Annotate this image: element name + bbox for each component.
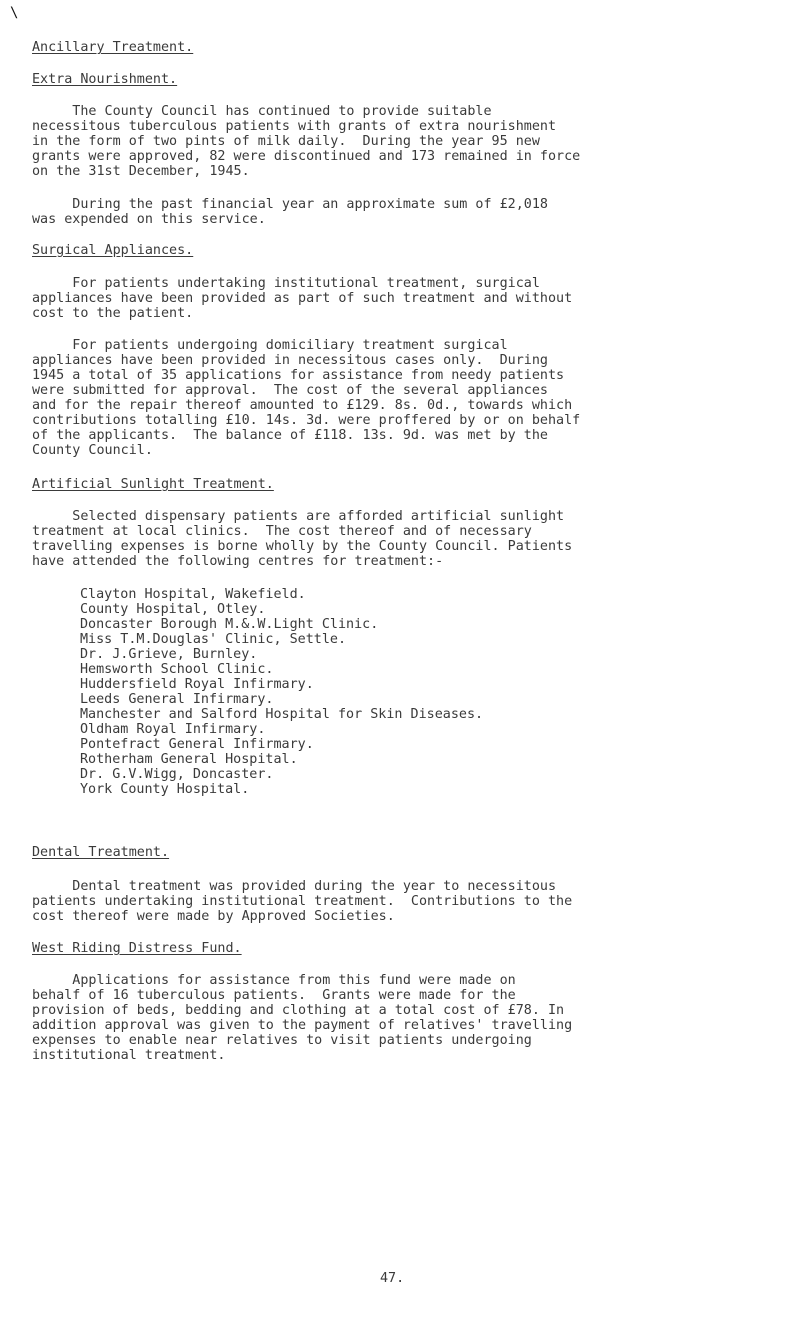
list-item: Oldham Royal Infirmary. [80, 722, 266, 737]
paragraph-surgical-appliances-1 [32, 276, 792, 321]
text-line: For patients undertaking institutional treatment, surgical [32, 276, 540, 291]
paragraph-dental-treatment [32, 879, 792, 924]
text-line: of the applicants. The balance of £118. 13s. 9d. was met by the [32, 428, 548, 443]
list-item: Rotherham General Hospital. [80, 752, 298, 767]
list-item: Dr. J.Grieve, Burnley. [80, 647, 258, 662]
text-line: have attended the following centres for treatment:- [32, 554, 444, 569]
text-line: patients undertaking institutional treatment. Contributions to the [32, 894, 573, 909]
text-line: For patients undergoing domiciliary treatment surgical [32, 338, 508, 353]
list-item: Miss T.M.Douglas' Clinic, Settle. [80, 632, 347, 647]
list-item: Doncaster Borough M.&.W.Light Clinic. [80, 617, 379, 632]
text-line: travelling expenses is borne wholly by the County Council. Patients [32, 539, 573, 554]
text-line: The County Council has continued to provide suitable [32, 104, 492, 119]
list-item: Leeds General Infirmary. [80, 692, 274, 707]
list-item: Manchester and Salford Hospital for Skin Diseases. [80, 707, 484, 722]
heading-artificial-sunlight: Artificial Sunlight Treatment. [32, 477, 274, 492]
list-item: Hemsworth School Clinic. [80, 662, 274, 677]
list-item: Dr. G.V.Wigg, Doncaster. [80, 767, 274, 782]
text-line: contributions totalling £10. 14s. 3d. were proffered by or on behalf [32, 413, 581, 428]
text-line: provision of beds, bedding and clothing at a total cost of £78. In [32, 1003, 565, 1018]
text-line: appliances have been provided in necessitous cases only. During [32, 353, 548, 368]
heading-extra-nourishment: Extra Nourishment. [32, 72, 178, 87]
text-line: necessitous tuberculous patients with grants of extra nourishment [32, 119, 557, 134]
heading-ancillary-treatment: Ancillary Treatment. [32, 40, 194, 55]
text-line: behalf of 16 tuberculous patients. Grants were made for the [32, 988, 516, 1003]
margin-mark: \ [10, 5, 19, 21]
paragraph-artificial-sunlight [32, 509, 792, 569]
text-line: During the past financial year an approximate sum of £2,018 [32, 197, 548, 212]
text-line: 1945 a total of 35 applications for assistance from needy patients [32, 368, 565, 383]
list-item: Pontefract General Infirmary. [80, 737, 314, 752]
paragraph-extra-nourishment-1 [32, 104, 792, 179]
paragraph-west-riding-distress-fund [32, 973, 792, 1063]
text-line: addition approval was given to the payment of relatives' travelling [32, 1018, 573, 1033]
text-line: Applications for assistance from this fund were made on [32, 973, 516, 988]
text-line: were submitted for approval. The cost of the several appliances [32, 383, 548, 398]
page-number: 47. [380, 1271, 405, 1286]
text-line: grants were approved, 82 were discontinued and 173 remained in force [32, 149, 581, 164]
text-line: Dental treatment was provided during the year to necessitous [32, 879, 557, 894]
paragraph-extra-nourishment-2 [32, 197, 792, 227]
list-item: Huddersfield Royal Infirmary. [80, 677, 314, 692]
text-line: County Council. [32, 443, 153, 458]
text-line: appliances have been provided as part of such treatment and without [32, 291, 573, 306]
list-item: York County Hospital. [80, 782, 250, 797]
text-line: and for the repair thereof amounted to £129. 8s. 0d., towards which [32, 398, 573, 413]
list-item: Clayton Hospital, Wakefield. [80, 587, 306, 602]
text-line: in the form of two pints of milk daily. During the year 95 new [32, 134, 540, 149]
paragraph-surgical-appliances-2 [32, 338, 792, 458]
heading-west-riding-distress-fund: West Riding Distress Fund. [32, 941, 242, 956]
text-line: cost to the patient. [32, 306, 194, 321]
text-line: was expended on this service. [32, 212, 266, 227]
text-line: cost thereof were made by Approved Societies. [32, 909, 395, 924]
text-line: treatment at local clinics. The cost thereof and of necessary [32, 524, 532, 539]
treatment-centres-list [80, 587, 483, 797]
text-line: institutional treatment. [32, 1048, 226, 1063]
list-item: County Hospital, Otley. [80, 602, 266, 617]
text-line: expenses to enable near relatives to visit patients undergoing [32, 1033, 532, 1048]
text-line: Selected dispensary patients are afforded artificial sunlight [32, 509, 565, 524]
heading-dental-treatment: Dental Treatment. [32, 845, 170, 860]
text-line: on the 31st December, 1945. [32, 164, 250, 179]
heading-surgical-appliances: Surgical Appliances. [32, 243, 194, 258]
